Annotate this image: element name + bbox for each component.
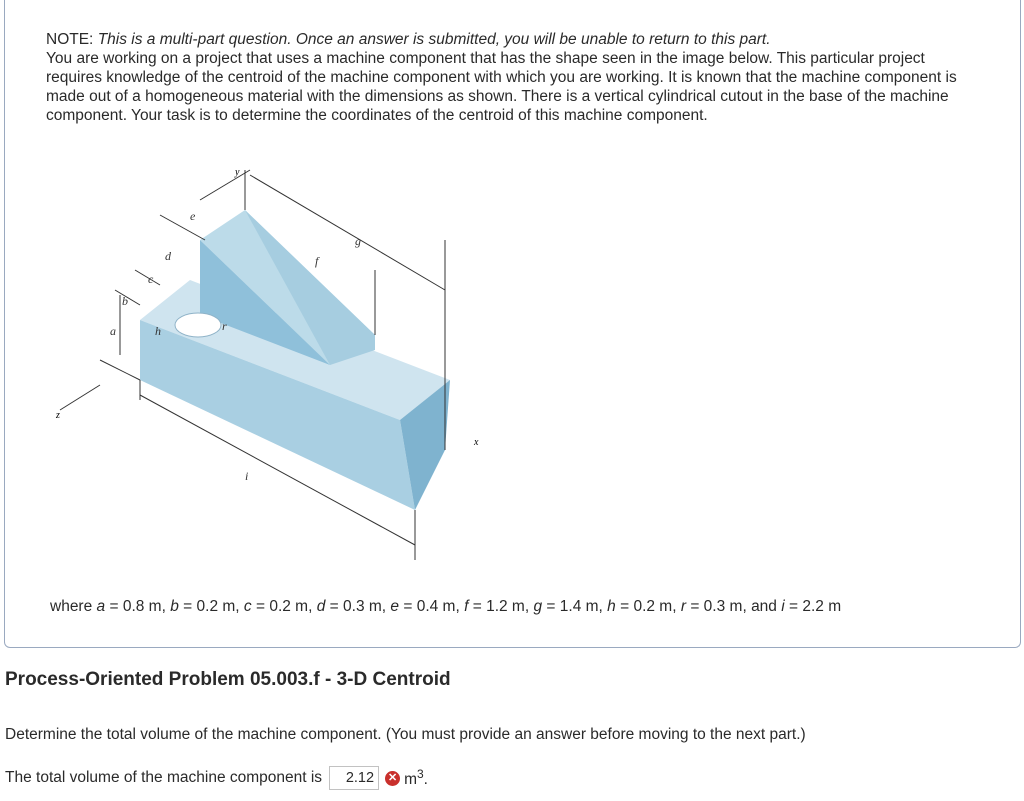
dim-val-c: = 0.2 m, [255, 598, 313, 615]
unit-base: m [404, 771, 417, 789]
dim-label-d: d [165, 249, 171, 263]
dim-var-d: d [316, 598, 326, 615]
note-text: This is a multi-part question. Once an answer is submitted, you will be unable to return to this part. [97, 31, 771, 48]
note-line [46, 30, 976, 49]
unit-exponent: 3 [416, 766, 424, 781]
problem-body: You are working on a project that uses a machine component that has the shape seen in the image below. This particular project requires knowledge of the centroid of the machine component with which you are working. It is known that the machine component is made out of a homogeneous material with the dimensions as shown. There is a vertical cylindrical cutout in the base of the machine component. Your task is to determine the coordinates of the centroid of this machine component. [46, 50, 957, 124]
dim-val-r: = 0.3 m, and [690, 598, 777, 615]
dim-val-i: = 2.2 m [789, 598, 842, 615]
unit-label: $m^3$. [404, 766, 428, 789]
dim-val-f: = 1.2 m, [472, 598, 530, 615]
dim-label-r: r [222, 319, 227, 333]
dim-label-c: c [148, 272, 154, 286]
dim-var-a: a [96, 598, 106, 615]
dim-val-b: = 0.2 m, [183, 598, 240, 615]
dim-val-g: = 1.4 m, [546, 598, 603, 615]
dim-label-f: f [315, 254, 319, 268]
dim-var-b: b [170, 598, 179, 615]
dim-var-f: f [464, 598, 469, 615]
dim-var-h: h [607, 598, 616, 615]
dim-label-b: b [122, 294, 128, 308]
problem-statement [46, 30, 976, 125]
volume-answer-input[interactable] [329, 766, 379, 790]
question-text: Determine the total volume of the machine component. (You must provide an answer before moving to the next part.) [5, 726, 806, 743]
dimension-values [50, 598, 841, 616]
dim-var-r: r [680, 598, 687, 615]
answer-label: The total volume of the machine component is [5, 769, 323, 786]
dim-label-h: h [155, 324, 161, 338]
dim-label-g: g [355, 234, 361, 248]
machine-component-figure [40, 150, 480, 580]
axis-label-x: x [474, 437, 479, 448]
where-prefix: where [50, 598, 93, 615]
dim-val-d: = 0.3 m, [329, 598, 387, 615]
answer-row [5, 766, 428, 790]
note-label: NOTE: [46, 31, 94, 48]
section-title: Process-Oriented Problem 05.003.f - 3-D Centroid [5, 669, 451, 690]
dim-val-e: = 0.4 m, [403, 598, 460, 615]
axis-label-z: z [56, 410, 60, 421]
dim-var-c: c [243, 598, 252, 615]
dim-label-i: i [245, 469, 249, 483]
incorrect-icon: ✕ [385, 771, 400, 786]
dim-var-i: i [781, 598, 785, 615]
cylindrical-cutout [175, 313, 221, 337]
axis-label-y: y [235, 167, 240, 178]
dim-label-e: e [190, 209, 196, 223]
dim-val-h: = 0.2 m, [620, 598, 677, 615]
dim-val-a: = 0.8 m, [109, 598, 166, 615]
dim-var-g: g [533, 598, 543, 615]
dim-var-e: e [390, 598, 400, 615]
dim-label-a: a [110, 324, 116, 338]
